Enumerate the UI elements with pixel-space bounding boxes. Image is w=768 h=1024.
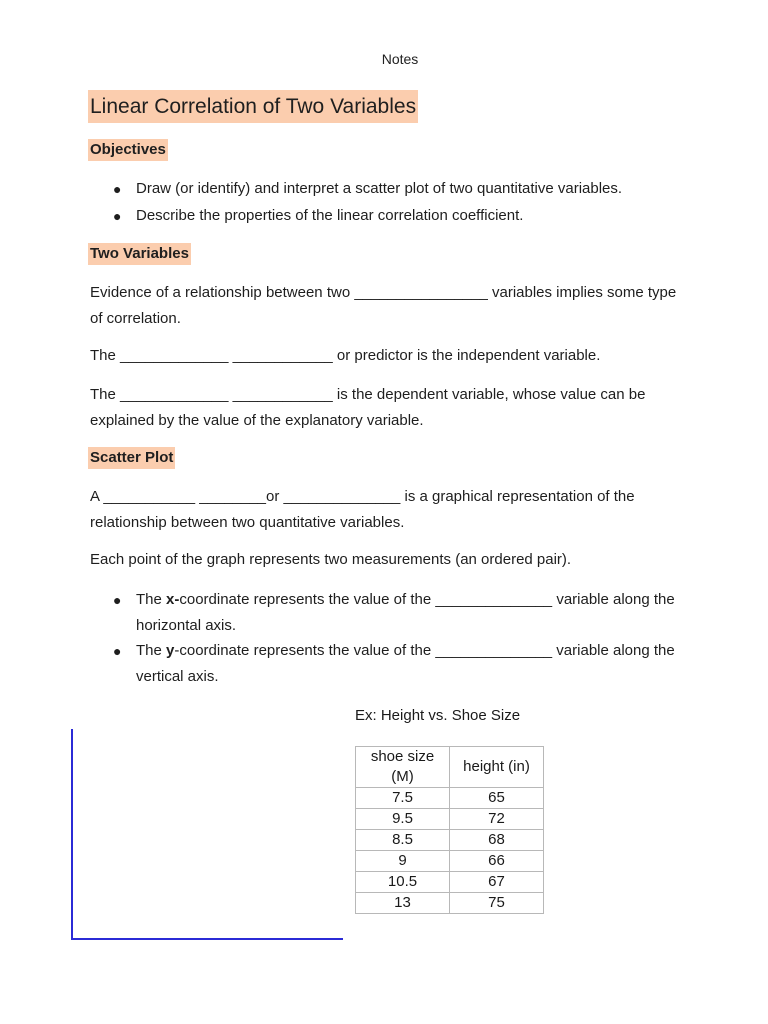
table-cell: 8.5: [356, 830, 450, 851]
bullet-text-post: -coordinate represents the value of the ______________ variable along the vertical axis.: [136, 642, 675, 685]
graph-y-axis: [71, 729, 73, 940]
data-table: [355, 746, 544, 914]
page-title: Linear Correlation of Two Variables: [88, 90, 418, 123]
section-heading-two-variables: Two Variables: [88, 243, 191, 265]
table-cell: 65: [450, 788, 544, 809]
paragraph: Each point of the graph represents two measurements (an ordered pair).: [90, 551, 572, 568]
bullet-text: [136, 638, 693, 690]
objective-text: Draw (or identify) and interpret a scatter plot of two quantitative variables.: [136, 180, 623, 197]
objective-item: [113, 176, 693, 202]
table-row: [356, 893, 544, 914]
bullet-text-post: coordinate represents the value of the ______________ variable along the horizontal axis.: [136, 591, 675, 634]
section-heading-scatter-plot: Scatter Plot: [88, 447, 175, 469]
table-cell: 13: [356, 893, 450, 914]
bullet-text: [136, 587, 693, 639]
table-cell: 67: [450, 872, 544, 893]
table-row: [356, 851, 544, 872]
table-cell: 66: [450, 851, 544, 872]
paragraph: A ___________ ________or ______________ is a graphical representation of the relationship between two quantitative variables.: [90, 488, 635, 531]
section-heading-objectives: Objectives: [88, 139, 168, 161]
table-cell: 10.5: [356, 872, 450, 893]
bullet-text-bold: x-: [166, 591, 180, 608]
column-header: shoe size (M): [356, 747, 450, 788]
table-row: [356, 830, 544, 851]
paragraph: The _____________ ____________ or predictor is the independent variable.: [90, 347, 601, 364]
bullet-text-pre: The: [136, 642, 167, 659]
table-row: [356, 788, 544, 809]
bullet-icon: ●: [113, 208, 122, 224]
bullet-icon: ●: [113, 643, 122, 659]
bullet-text-pre: The: [136, 591, 167, 608]
table-caption: Ex: Height vs. Shoe Size: [355, 707, 521, 724]
column-header: height (in): [450, 747, 544, 788]
bullet-icon: ●: [113, 592, 122, 608]
paragraph: The _____________ ____________ is the dependent variable, whose value can be explained by the value of the explanatory variable.: [90, 386, 646, 429]
header-note: Notes: [381, 51, 419, 67]
table-row: [356, 809, 544, 830]
objective-text: Describe the properties of the linear correlation coefficient.: [136, 207, 524, 224]
coordinate-bullet: [113, 587, 693, 639]
table-cell: 72: [450, 809, 544, 830]
table-cell: 75: [450, 893, 544, 914]
table-header-row: [356, 747, 544, 788]
coordinate-bullet: [113, 638, 693, 690]
bullet-text-bold: y: [166, 642, 175, 659]
objective-item: [113, 203, 693, 229]
table-row: [356, 872, 544, 893]
graph-x-axis: [71, 938, 343, 940]
table-cell: 68: [450, 830, 544, 851]
paragraph: Evidence of a relationship between two ________________ variables implies some type of correlation.: [90, 284, 677, 327]
bullet-icon: ●: [113, 181, 122, 197]
table-cell: 7.5: [356, 788, 450, 809]
table-cell: 9.5: [356, 809, 450, 830]
table-cell: 9: [356, 851, 450, 872]
